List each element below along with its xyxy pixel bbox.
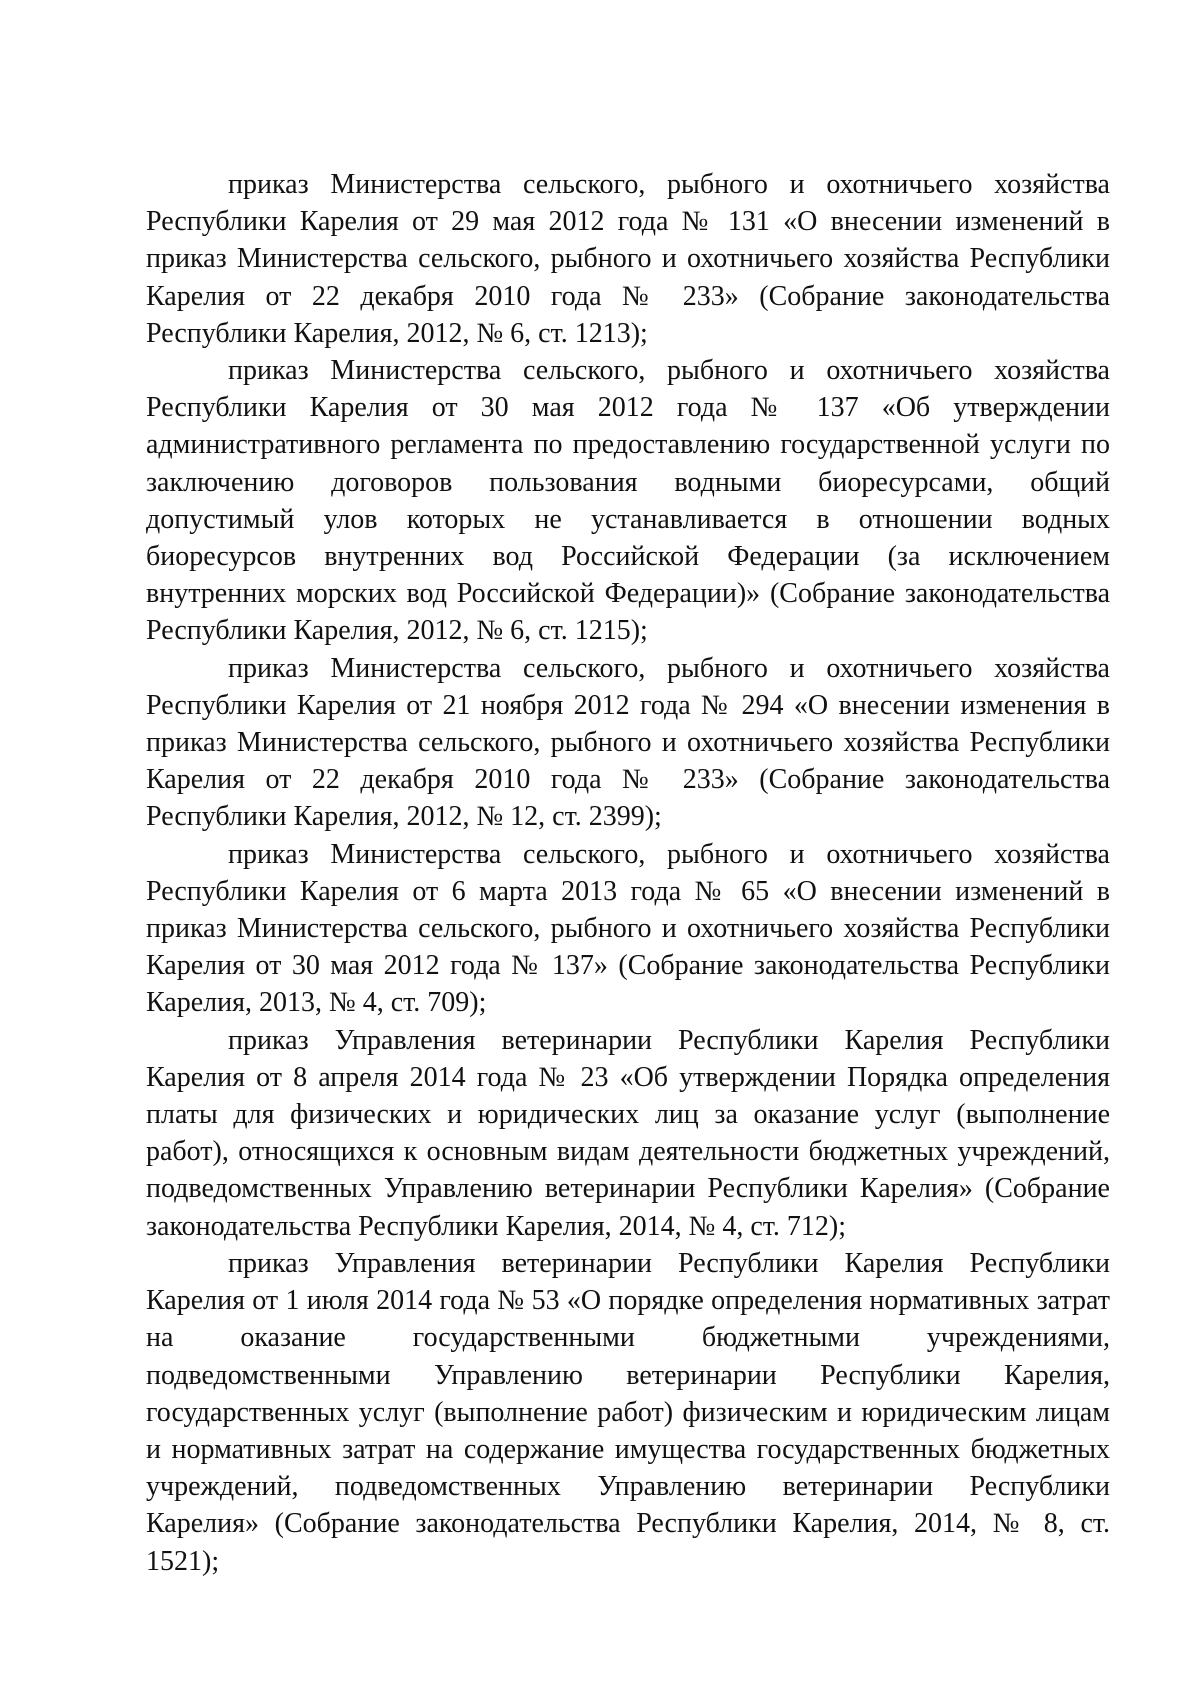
paragraph: приказ Управления ветеринарии Республики Карелия Республики Карелия от 8 апреля 2014 года № 23 «Об утверждении Порядка определения платы для физических и юридических лиц за оказание услуг (выполнение работ), относящихся к основным видам деятельности бюджетных учреждений, подведомственных Управлению ветеринарии Республики Карелия» (Собрание законодательства Республики Карелия, 2014, № 4, ст. 712); [146,1024,1110,1242]
paragraph: приказ Министерства сельского, рыбного и охотничьего хозяйства Республики Карелия от 21 ноября 2012 года № 294 «О внесении изменения в приказ Министерства сельского, рыбного и охотничьего хозяйства Республики Карелия от 22 декабря 2010 года № 233» (Собрание законодательства Республики Карелия, 2012, № 12, ст. 2399); [146,652,1110,833]
document-body [146,166,1110,1580]
paragraph: приказ Министерства сельского, рыбного и охотничьего хозяйства Республики Карелия от 29 мая 2012 года № 131 «О внесении изменений в приказ Министерства сельского, рыбного и охотничьего хозяйства Республики Карелия от 22 декабря 2010 года № 233» (Собрание законодательства Республики Карелия, 2012, № 6, ст. 1213); [146,169,1110,349]
paragraph: приказ Министерства сельского, рыбного и охотничьего хозяйства Республики Карелия от 6 марта 2013 года № 65 «О внесении изменений в приказ Министерства сельского, рыбного и охотничьего хозяйства Республики Карелия от 30 мая 2012 года № 137» (Собрание законодательства Республики Карелия, 2013, № 4, ст. 709); [146,838,1110,1019]
paragraph: приказ Министерства сельского, рыбного и охотничьего хозяйства Республики Карелия от 30 мая 2012 года № 137 «Об утверждении административного регламента по предоставлению государственной услуги по заключению договоров пользования водными биоресурсами, общий допустимый улов которых не устанавливается в отношении водных биоресурсов внутренних вод Российской Федерации (за исключением внутренних морских вод Российской Федерации)» (Собрание законодательства Республики Карелия, 2012, № 6, ст. 1215); [146,355,1110,647]
paragraph: приказ Управления ветеринарии Республики Карелия Республики Карелия от 1 июля 2014 года № 53 «О порядке определения нормативных затрат на оказание государственными бюджетными учреждениями, подведомственными Управлению ветеринарии Республики Карелия, государственных услуг (выполнение работ) физическим и юридическим лицам и нормативных затрат на содержание имущества государственных бюджетных учреждений, подведомственных Управлению ветеринарии Республики Карелия» (Собрание законодательства Республики Карелия, 2014, № 8, ст. 1521); [146,1247,1110,1577]
